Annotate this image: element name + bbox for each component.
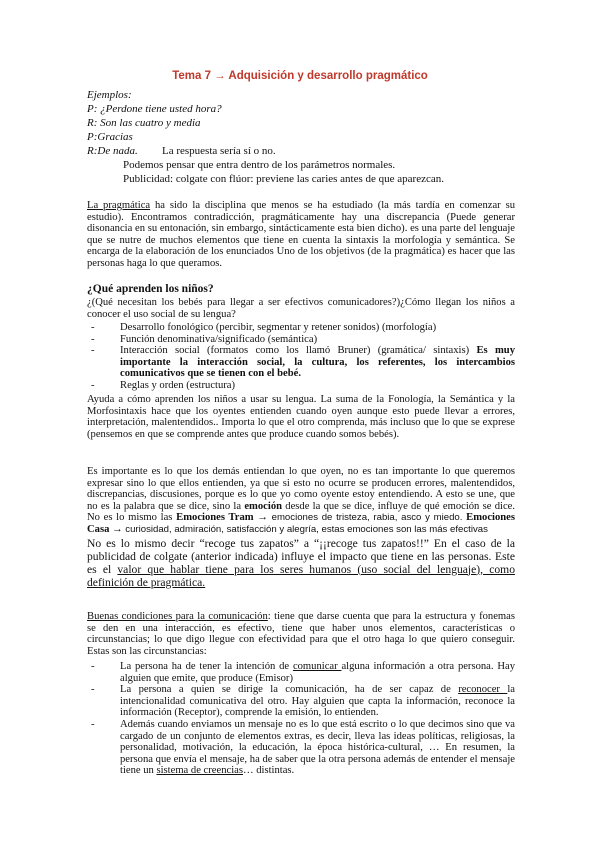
pragmatics-text: ha sido la disciplina que menos se ha estudiado (la más tardía en comenzar su estudio). Encontramos contradicción, pragmáticamente hay una discrepancia (Puede generar disonancia en su entonación, sin embargo, sintácticamente esta bien dicho). es una parte del lenguaje que se nutre de muchos elementos que tiene en cuenta la sintaxis la morfología y semántica. Se encarga de la elaboración de los enunciados Uno de los objetivos (de la pragmática) es hacer que las personas haga lo que queramos. (87, 200, 515, 269)
communication-conditions-term: Buenas condiciones para la comunicación (87, 611, 268, 622)
list-item: - Desarrollo fonológico (percibir, segmentar y retener sonidos) (morfología) (87, 322, 515, 334)
section-heading-what-children-learn: ¿Qué aprenden los niños? (87, 283, 214, 295)
example-reply: R:De nada. (87, 145, 138, 157)
conditions-list (87, 661, 515, 777)
example-note-advertising: Publicidad: colgate con flúor: previene las caries antes de que aparezcan. (123, 173, 444, 185)
communication-conditions-paragraph: Buenas condiciones para la comunicación: tiene que darse cuenta que para la estructura y fonemas se den en una interacción, es efectivo, tiene que haber unos elementos, características o circunstancias; lo que digo llegue con efectividad para que el otro haga lo que quiero conseguir. Estas son las circunstancias: (87, 611, 515, 657)
example-answer: R: Son las cuatro y media (87, 117, 201, 129)
list-item: - Interacción social (formatos como los llamó Bruner) (gramática/ sintaxis) Es muy importante la interacción social, la cultura, los referentes, los intercambios comunicativos que se tienen con el bebé. (87, 345, 515, 380)
list-item: - Reglas y orden (estructura) (87, 380, 515, 392)
examples-heading: Ejemplos: (87, 89, 132, 101)
emotions-paragraph: Es importante es lo que los demás entiendan lo que oyen, no es tan importante lo que queremos expresar sino lo que ellos entienden, ya que si esto no ocurre se producen errores, malentendidos, discrepancias, discusiones, porque es lo que yo como oyente estoy entendiendo. A esto se une, que no es la palabra que se dice, sino la emoción desde la que se dice, influye de qué emoción se dice. No es lo mismo las Emociones Tram → emociones de tristeza, rabia, asco y miedo. Emociones Casa → curiosidad, admiración, satisfacción y alegría, estas emociones son las más efectivas No es lo mismo decir “recoge tus zapatos” a “¡¡recoge tus zapatos!!” En el caso de la publicidad de colgate (anterior indicada) influye el impacto que tiene en las personas. Este es el valor que hablar tiene para los seres humanos (uso social del lenguaje), como definición de pragmática. (87, 466, 515, 589)
how-children-learn-paragraph: Ayuda a cómo aprenden los niños a usar su lengua. La suma de la Fonología, la Semántica y la Morfosintaxis hace que los oyentes entienden cuando oyen aunque esto puede llevar a errores, interpretación, malentendidos.. Importa lo que el otro comprenda, más incluso que lo que se exprese (pensemos en que se comprende antes que produce cuando somos bebés). (87, 394, 515, 440)
pragmatics-paragraph (87, 200, 515, 270)
example-reply-note: La respuesta sería sí o no. (162, 145, 276, 157)
example-thanks: P:Gracias (87, 131, 133, 143)
page-title: Tema 7 → Adquisición y desarrollo pragmático (172, 70, 428, 82)
example-question: P: ¿Perdone tiene usted hora? (87, 103, 222, 115)
list-item: - La persona a quien se dirige la comunicación, ha de ser capaz de reconocer la intencionalidad comunicativa del otro. Hay alguien que capta la información, reconoce la información (Receptor), comprende la emisión, lo entienden. (87, 684, 515, 719)
pragmatics-term: La pragmática (87, 200, 151, 211)
list-item: - La persona ha de tener la intención de comunicar alguna información a otra persona. Hay alguien que emite, que produce (Emisor) (87, 661, 515, 684)
example-note-parameters: Podemos pensar que entra dentro de los parámetros normales. (123, 159, 396, 171)
list-item: - Función denominativa/significado (semántica) (87, 334, 515, 346)
learning-list (87, 322, 515, 392)
list-item: - Además cuando enviamos un mensaje no es lo que está escrito o lo que decimos sino que va cargado de un conjunto de elementos extras, es decir, lleva las ideas políticas, religiosas, la personalidad, motivación, la educación, la época histórica-cultural, … En resumen, la persona que envía el mensaje, ha de saber que la otra persona además de entender el mensaje tiene un sistema de creencias… distintas. (87, 719, 515, 777)
section-intro: ¿(Qué necesitan los bebés para llegar a ser efectivos comunicadores?)¿Cómo llegan los niños a conocer el uso social de su lengua? (87, 297, 515, 320)
